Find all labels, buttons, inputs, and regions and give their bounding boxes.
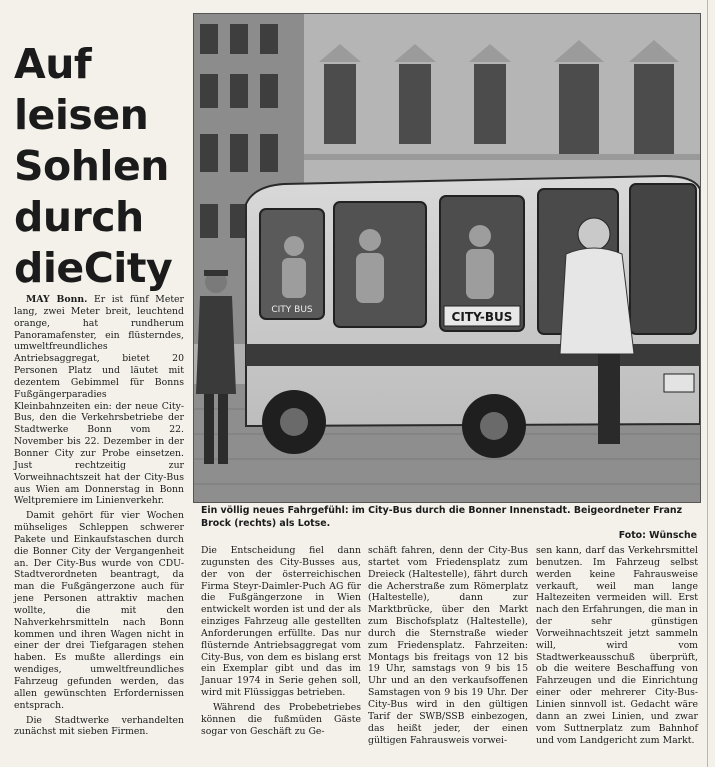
headline-line: Auf (14, 40, 92, 89)
text-column-3 (368, 545, 528, 746)
text-column-1 (14, 294, 184, 738)
city-bus (246, 176, 700, 458)
paragraph: Während des Probebetriebes können die fußmüden Gäste sogar von Geschäft zu Ge- (201, 701, 361, 737)
dateline: MAY Bonn. (26, 294, 88, 305)
photo-caption (201, 505, 697, 543)
headline-line: dieCity (14, 244, 173, 293)
headline-line: Sohlen (14, 142, 169, 191)
news-photo (193, 13, 701, 503)
paragraph-text: Er ist fünf Meter lang, zwei Meter breit, leuchtend orange, hat rundherum Panoramafenster, ein flüsterndes, umweltfreundliches Antriebsaggregat, bietet 20 Personen Platz und läutet mit dezentem Gebimmel für Bonns Fußgängerparadies Kleinbahnzeiten ein: der neue City-Bus, den die Verkehrsbetriebe der Stadtwerke Bonn vom 22. November bis 22. Dezember in der Bonner City zur Probe einsetzen. Just rechtzeitig zur Vorweihnachtszeit hat der City-Bus aus Wien am Donnerstag in Bonn Weltpremiere im Linienverkehr. (14, 294, 184, 507)
paragraph: schäft fahren, denn der City-Bus startet vom Friedensplatz zum Dreieck (Haltestelle), fährt durch die Acherstraße zum Römerplatz (Haltestelle), dann zur Marktbrücke, über den Markt zum Bischofsplatz (Haltestelle), durch die Sternstraße wieder zum Friedensplatz. Fahrzeiten: Montags bis freitags von 12 bis 19 Uhr, samstags von 9 bis 15 Uhr und an den verkaufsoffenen Samstagen von 9 bis 19 Uhr. Der City-Bus wird in den gültigen Tarif der SWB/SSB einbezogen, das heißt jeder, der einen gültigen Fahrausweis vorwei- (368, 545, 528, 746)
page-edge-rule (707, 0, 708, 767)
bus-side-text: CITY BUS (271, 305, 313, 315)
paragraph (14, 294, 184, 507)
text-column-4 (536, 545, 698, 746)
photo-credit: Foto: Wünsche (618, 530, 697, 541)
paragraph: Die Entscheidung fiel dann zugunsten des City-Busses aus, der von der österreichischen Firma Steyr-Daimler-Puch AG für die Fußgängerzone in Wien entwickelt worden ist und der als einziges Fahrzeug alle gestellten Anforderungen erfüllte. Das nur flüsternde Antriebsaggregat vom City-Bus, von dem es bislang erst ein Exemplar gibt und das im Januar 1974 in Serie gehen soll, wird mit Flüssiggas betrieben. (201, 545, 361, 699)
city-bus-photo (194, 14, 700, 502)
headline-line: leisen (14, 91, 149, 140)
text-column-2 (201, 545, 361, 738)
paragraph: sen kann, darf das Verkehrsmittel benutzen. Im Fahrzeug selbst werden keine Fahrausweise verkauft, weil man lange Haltezeiten vermeiden will. Erst nach den Erfahrungen, die man in der sehr günstigen Vorweihnachtszeit jetzt sammeln will, wird vom Stadtwerkeausschuß überprüft, ob die weitere Beschaffung von Fahrzeugen und die Einrichtung einer oder mehrerer City-Bus-Linien sinnvoll ist. Gedacht wäre dann an zwei Linien, und zwar vom Suttnerplatz zum Bahnhof und vom Landgericht zum Markt. (536, 545, 698, 746)
headline (14, 39, 184, 294)
paragraph: Die Stadtwerke verhandelten zunächst mit sieben Firmen. (14, 714, 184, 738)
paragraph: Damit gehört für vier Wochen mühseliges Schleppen schwerer Pakete und Einkaufstaschen durch die Bonner City der Vergangenheit an. Der City-Bus wurde von CDU-Stadtverordneten beantragt, da man die Fußgängerzone auch für jene Personen attraktiv machen wollte, die mit den Nahverkehrsmitteln nach Bonn kommen und ihren Wagen nicht in einer der drei Tiefgaragen stehen haben. Es mußte allerdings ein wendiges, umweltfreundliches Fahrzeug gefunden werden, das allen gewünschten Erfordernissen entsprach. (14, 510, 184, 711)
headline-line: durch (14, 193, 144, 242)
caption-text: Ein völlig neues Fahrgefühl: im City-Bus durch die Bonner Innenstadt. Beigeordneter Franz Brock (rechts) als Lotse. (201, 505, 683, 529)
bus-sign-text: CITY-BUS (451, 310, 513, 324)
